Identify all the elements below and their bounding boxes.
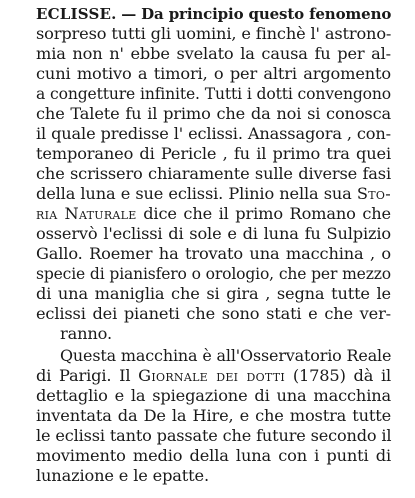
headword: ECLISSE. <box>36 5 117 23</box>
text-line: Gallo. Roemer ha trovato una macchina , o <box>36 244 391 263</box>
text-line: dettaglio e la spiegazione di una macchina <box>36 386 391 405</box>
text-line: specie di pianisfero o orologio, che per mezzo <box>36 265 391 283</box>
text-line <box>36 184 391 204</box>
text-line: cuni motivo a timori, o per altri argomento <box>36 64 391 83</box>
text-line: il quale predisse l' eclissi. Anassagora , con- <box>36 124 391 143</box>
text-line <box>36 204 391 224</box>
text-line <box>36 4 391 24</box>
text-line: sorpreso tutti gli uomini, e finchè l' astrono- <box>36 24 392 43</box>
text-line: temporaneo di Pericle , fu il primo tra quei <box>36 144 391 163</box>
text-line: mia non n' ebbe svelato la causa fu per al- <box>36 44 391 63</box>
text-line: inventata da De la Hire, e che mostra tutte <box>36 406 391 425</box>
text-line: movimento medio della luna con i punti di <box>36 446 391 465</box>
text-span: di Parigi. Il <box>36 366 131 385</box>
text-line: lunazione e le epatte. <box>36 466 209 485</box>
text-span: — Da principio questo fenomeno <box>121 5 392 23</box>
text-span: (1785) dà il <box>292 366 391 385</box>
text-line: le eclissi tanto passate che future secondo il <box>36 426 392 445</box>
text-line: ranno. <box>60 324 112 343</box>
book-title: ria Naturale <box>36 204 137 223</box>
journal-title: Giornale dei dotti <box>138 366 286 385</box>
text-line: osservò l'eclissi di sole e di luna fu Sulpizio <box>36 224 391 243</box>
text-line: che scrissero chiaramente sulle diverse fasi <box>36 164 391 183</box>
text-span: dice che il primo Romano che <box>143 204 391 223</box>
text-line: di una maniglia che si gira , segna tutte le <box>36 284 391 303</box>
text-line: Questa macchina è all'Osservatorio Reale <box>60 346 392 365</box>
text-line: che Talete fu il primo che da noi si conosca <box>36 104 391 123</box>
book-title: Sto- <box>356 184 391 203</box>
text-line <box>36 366 391 386</box>
text-span: della luna e sue eclissi. Plinio nella sua <box>36 184 352 203</box>
text-line: eclissi dei pianeti che sono stati e che ver- <box>36 304 391 323</box>
text-line: a congetture infinite. Tutti i dotti convengono <box>36 85 391 103</box>
